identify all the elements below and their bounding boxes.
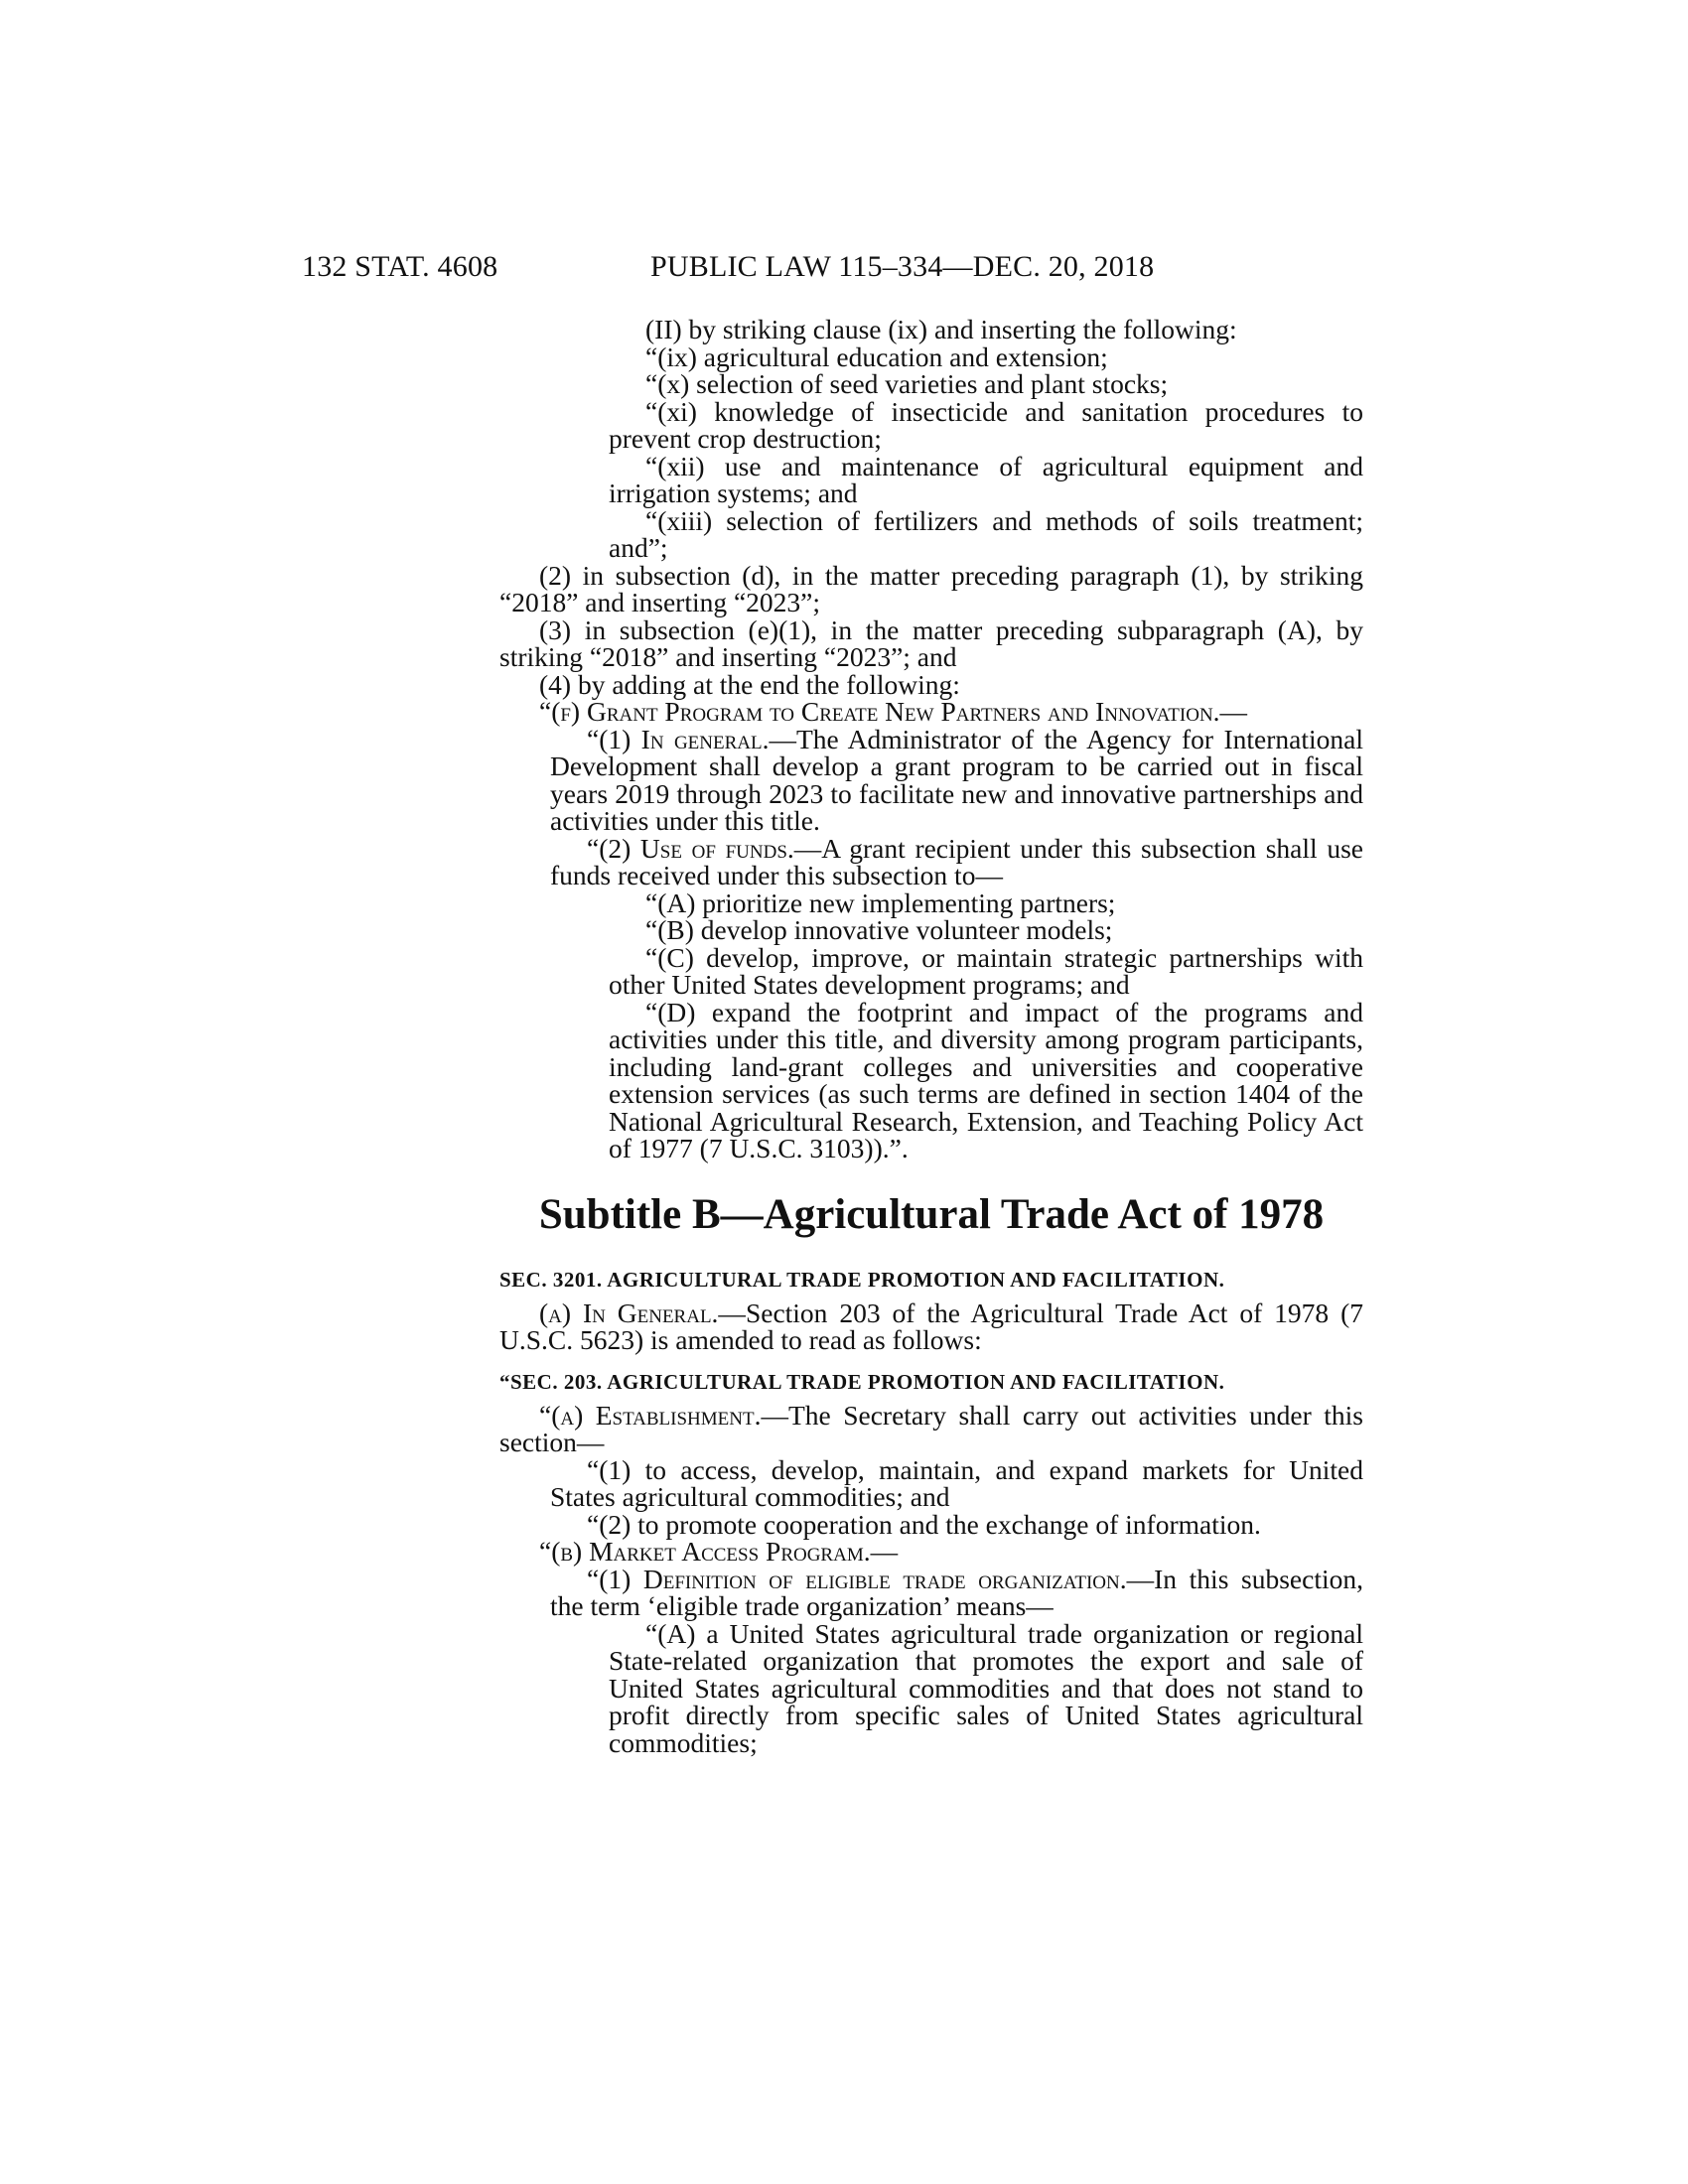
subparagraph-C: “(C) develop, improve, or maintain strategic partnerships with other United States development programs; and: [609, 941, 1363, 1000]
section-203-a: “(a) Establishment.—The Secretary shall carry out activities under this section—: [499, 1399, 1363, 1457]
subtitle-heading: Subtitle B—Agricultural Trade Act of 1978: [538, 1190, 1325, 1238]
section-203-heading: “SEC. 203. AGRICULTURAL TRADE PROMOTION AND FACILITATION.: [499, 1369, 1225, 1394]
paragraph-4: (4) by adding at the end the following:: [539, 668, 960, 700]
paragraph-2: (2) in subsection (d), in the matter preceding paragraph (1), by striking “2018” and inserting “2023”;: [499, 559, 1363, 617]
stat-page-number: 132 STAT. 4608: [302, 250, 498, 283]
subparagraph-D: “(D) expand the footprint and impact of the programs and activities under this title, and diversity among program participants, including land-grant colleges and universities and cooperative extension services (as such terms are defined in section 1404 of the National Agricultural Research, Extension, and Teaching Policy Act of 1977 (7 U.S.C. 3103)).”.: [609, 996, 1363, 1163]
section-203-b-1: “(1) Definition of eligible trade organization.—In this subsection, the term ‘eligible trade organization’ means—: [550, 1563, 1363, 1621]
clause-x: “(x) selection of seed varieties and plant stocks;: [645, 368, 1169, 399]
clause-xii: “(xii) use and maintenance of agricultural equipment and irrigation systems; and: [609, 450, 1363, 508]
section-3201-a: (a) In General.—Section 203 of the Agricultural Trade Act of 1978 (7 U.S.C. 5623) is amended to read as follows:: [499, 1297, 1364, 1355]
clause-xi: “(xi) knowledge of insecticide and sanitation procedures to prevent crop destruction;: [609, 395, 1363, 454]
section-203-a-2: “(2) to promote cooperation and the exchange of information.: [587, 1508, 1261, 1540]
clause-ix: “(ix) agricultural education and extension;: [645, 341, 1108, 372]
subparagraph-B: “(B) develop innovative volunteer models;: [645, 914, 1113, 945]
paragraph-3: (3) in subsection (e)(1), in the matter preceding subparagraph (A), by striking “2018” and inserting “2023”; and: [499, 614, 1363, 672]
subparagraph-A: “(A) prioritize new implementing partners;: [645, 887, 1116, 918]
subsection-f-1: “(1) In general.—The Administrator of the Agency for International Development shall develop a grant program to be carried out in fiscal years 2019 through 2023 to facilitate new and innovative partnerships and activities under this title.: [550, 723, 1363, 836]
section-203-a-1: “(1) to access, develop, maintain, and expand markets for United States agricultural commodities; and: [550, 1453, 1363, 1512]
section-3201-heading: SEC. 3201. AGRICULTURAL TRADE PROMOTION AND FACILITATION.: [499, 1267, 1225, 1292]
section-203-b-heading: “(b) Market Access Program.—: [539, 1536, 899, 1567]
subsection-f-heading: “(f) Grant Program to Create New Partners and Innovation.—: [539, 696, 1248, 727]
running-head: PUBLIC LAW 115–334—DEC. 20, 2018: [650, 250, 1155, 283]
section-203-b-1-A: “(A) a United States agricultural trade organization or regional State-related organization that promotes the export and sale of United States agricultural commodities and that does not stand to profit directly from specific sales of United States agricultural commodities;: [609, 1617, 1363, 1758]
subsection-f-2: “(2) Use of funds.—A grant recipient under this subsection shall use funds received under this subsection to—: [550, 832, 1363, 890]
text-column: [499, 316, 1363, 1756]
clause-ii: (II) by striking clause (ix) and inserting the following:: [645, 314, 1237, 344]
clause-xiii: “(xiii) selection of fertilizers and methods of soils treatment; and”;: [609, 504, 1363, 563]
